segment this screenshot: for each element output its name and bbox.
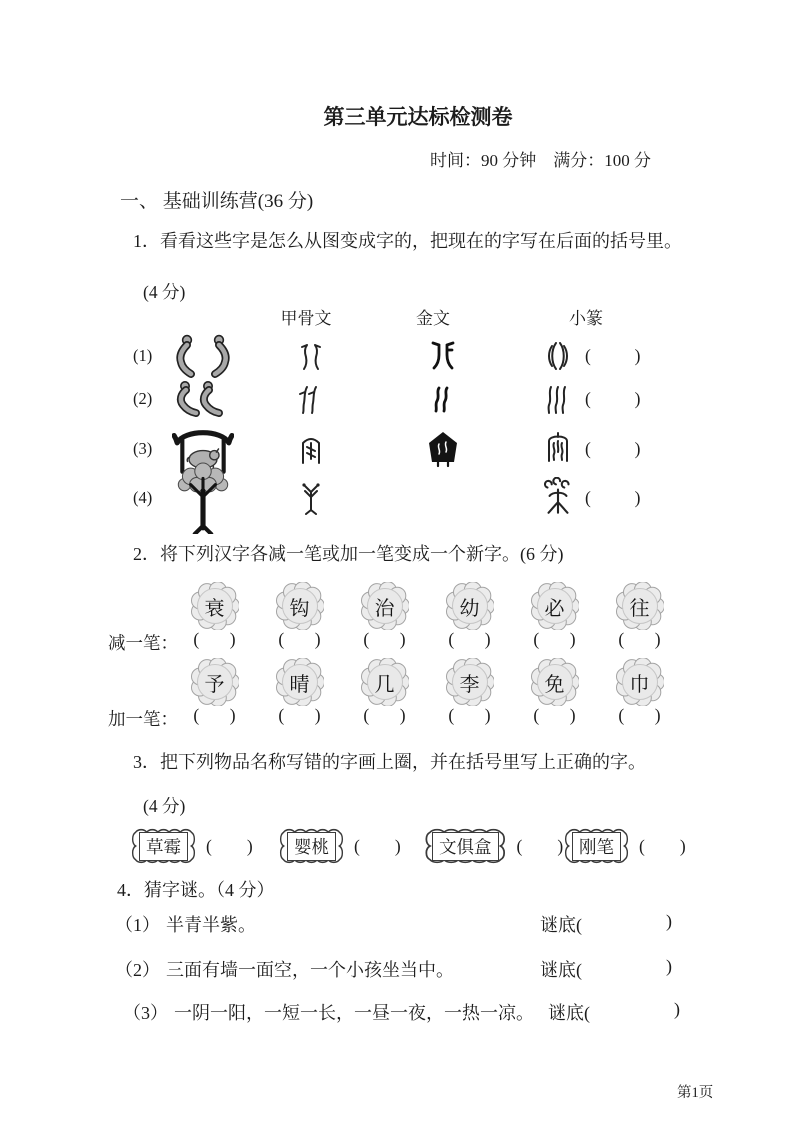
char-badge bbox=[172, 582, 257, 630]
answer-close-paren: ) bbox=[674, 999, 680, 1019]
answer-blank: ( ) bbox=[639, 835, 686, 856]
wavy-border-box bbox=[563, 827, 630, 865]
answer-blank: ( ) bbox=[516, 835, 564, 856]
q3-prompt: 3．把下列物品名称写错的字画上圈，并在括号里写上正确的字。 bbox=[133, 752, 646, 772]
answer-blank: ( ) bbox=[193, 705, 236, 725]
riddle-number: （2） bbox=[115, 960, 160, 980]
oracle-glyph-cong bbox=[273, 383, 349, 415]
riddle-text: 三面有墙一面空，一个小孩坐当中。 bbox=[166, 960, 454, 980]
riddle-line bbox=[115, 956, 672, 982]
char-badge bbox=[427, 582, 512, 630]
answer-blank: ( ) bbox=[363, 629, 406, 649]
table-row bbox=[133, 461, 688, 535]
answer-close-paren: ) bbox=[666, 956, 672, 976]
item-with-blank bbox=[563, 825, 686, 867]
badge-character: 往 bbox=[629, 597, 650, 620]
answer-label: 谜底( bbox=[540, 915, 582, 935]
wavy-border-box bbox=[278, 827, 345, 865]
item-with-blank bbox=[423, 825, 563, 867]
q2-minus-answer-row bbox=[108, 629, 694, 653]
q1-prompt: 1．看看这些字是怎么从图变成字的，把现在的字写在后面的括号里。 bbox=[133, 231, 682, 251]
badge-character: 晴 bbox=[289, 673, 310, 696]
char-badge bbox=[427, 658, 512, 706]
answer-close-paren: ) bbox=[666, 911, 672, 931]
answer-blank: ( ) bbox=[585, 487, 641, 508]
badge-character: 治 bbox=[374, 597, 395, 620]
riddle-number: （3） bbox=[123, 1003, 168, 1023]
item-word: 文俱盒 bbox=[432, 832, 499, 861]
riddle-answer-blank bbox=[540, 911, 672, 937]
q4-prompt: 4．猜字谜。（4 分） bbox=[117, 880, 275, 900]
char-badge bbox=[342, 582, 427, 630]
badge-character: 李 bbox=[459, 673, 480, 696]
table-row bbox=[133, 331, 688, 381]
riddle-number: （1） bbox=[115, 915, 160, 935]
wavy-border-box bbox=[423, 827, 508, 865]
riddle-text: 一阴一阳，一短一长，一昼一夜，一热一凉。 bbox=[174, 1003, 534, 1023]
oracle-glyph-bei bbox=[273, 340, 349, 372]
badge-character: 巾 bbox=[629, 673, 650, 696]
q3-score: (4 分) bbox=[143, 796, 186, 816]
time-score-line: 时间：90 分钟 满分：100 分 bbox=[430, 151, 651, 170]
picture-leafy-tree bbox=[161, 462, 245, 534]
char-badge bbox=[257, 582, 342, 630]
minus-one-stroke-label: 减一笔： bbox=[108, 633, 178, 653]
column-header-oracle: 甲骨文 bbox=[280, 309, 332, 328]
badge-character: 予 bbox=[204, 673, 225, 696]
seal-glyph-cong bbox=[521, 383, 595, 415]
row-number: (2) bbox=[133, 389, 153, 408]
answer-blank: ( ) bbox=[193, 629, 236, 649]
char-badge bbox=[172, 658, 257, 706]
answer-blank: ( ) bbox=[206, 835, 253, 856]
answer-blank: ( ) bbox=[585, 345, 641, 366]
row-number: (3) bbox=[133, 439, 153, 458]
picture-two-people-back-to-back bbox=[161, 333, 245, 379]
picture-two-people-one-behind-another bbox=[161, 377, 245, 421]
riddle-answer-blank bbox=[548, 999, 680, 1025]
item-word: 婴桃 bbox=[287, 832, 336, 861]
answer-blank: ( ) bbox=[363, 705, 406, 725]
char-badge bbox=[597, 582, 682, 630]
q2-plus-answer-row bbox=[108, 705, 694, 729]
riddle-text: 半青半紫。 bbox=[166, 915, 256, 935]
answer-blank: ( ) bbox=[533, 629, 576, 649]
item-word: 草霉 bbox=[139, 832, 188, 861]
bronze-glyph-cong bbox=[405, 384, 481, 414]
bronze-glyph-bei bbox=[405, 341, 481, 371]
oracle-glyph-sang bbox=[273, 480, 349, 516]
q1-score: (4 分) bbox=[143, 282, 186, 302]
q3-items-row bbox=[130, 825, 693, 867]
answer-blank: ( ) bbox=[585, 388, 641, 409]
seal-glyph-bei bbox=[521, 340, 595, 372]
riddle-line bbox=[115, 911, 672, 937]
plus-one-stroke-label: 加一笔： bbox=[108, 709, 178, 729]
page-title: 第三单元达标检测卷 bbox=[323, 105, 513, 129]
table-row bbox=[133, 376, 688, 422]
answer-blank: ( ) bbox=[448, 705, 491, 725]
char-badge bbox=[342, 658, 427, 706]
badge-character: 钩 bbox=[289, 597, 310, 620]
item-word: 刚笔 bbox=[572, 832, 621, 861]
row-number: (1) bbox=[133, 346, 153, 365]
char-badge bbox=[512, 658, 597, 706]
char-badge bbox=[597, 658, 682, 706]
q2-prompt: 2．将下列汉字各减一笔或加一笔变成一个新字。(6 分) bbox=[133, 544, 564, 564]
row-number: (4) bbox=[133, 488, 153, 507]
badge-character: 几 bbox=[374, 673, 395, 696]
seal-glyph-sang bbox=[521, 477, 595, 519]
column-header-seal: 小篆 bbox=[569, 309, 603, 328]
riddle-answer-blank bbox=[540, 956, 672, 982]
answer-label: 谜底( bbox=[548, 1003, 590, 1023]
answer-blank: ( ) bbox=[618, 629, 661, 649]
q2-plus-badges bbox=[108, 658, 694, 706]
answer-blank: ( ) bbox=[533, 705, 576, 725]
char-badge bbox=[257, 658, 342, 706]
answer-blank: ( ) bbox=[618, 705, 661, 725]
riddle-line bbox=[115, 999, 680, 1025]
q1-table-header bbox=[133, 304, 680, 328]
badge-character: 免 bbox=[544, 673, 565, 696]
answer-blank: ( ) bbox=[354, 835, 401, 856]
item-with-blank bbox=[278, 825, 401, 867]
badge-character: 幼 bbox=[459, 597, 480, 620]
column-header-bronze: 金文 bbox=[416, 309, 450, 328]
page-number: 第1页 bbox=[677, 1085, 714, 1101]
answer-blank: ( ) bbox=[278, 629, 321, 649]
q2-minus-badges bbox=[108, 582, 694, 630]
section-heading: 一、 基础训练营(36 分) bbox=[120, 191, 314, 212]
badge-character: 必 bbox=[544, 597, 565, 620]
answer-label: 谜底( bbox=[540, 960, 582, 980]
item-with-blank bbox=[130, 825, 253, 867]
badge-character: 衰 bbox=[204, 597, 225, 620]
wavy-border-box bbox=[130, 827, 197, 865]
answer-blank: ( ) bbox=[278, 705, 321, 725]
answer-blank: ( ) bbox=[585, 438, 641, 459]
char-badge bbox=[512, 582, 597, 630]
answer-blank: ( ) bbox=[448, 629, 491, 649]
